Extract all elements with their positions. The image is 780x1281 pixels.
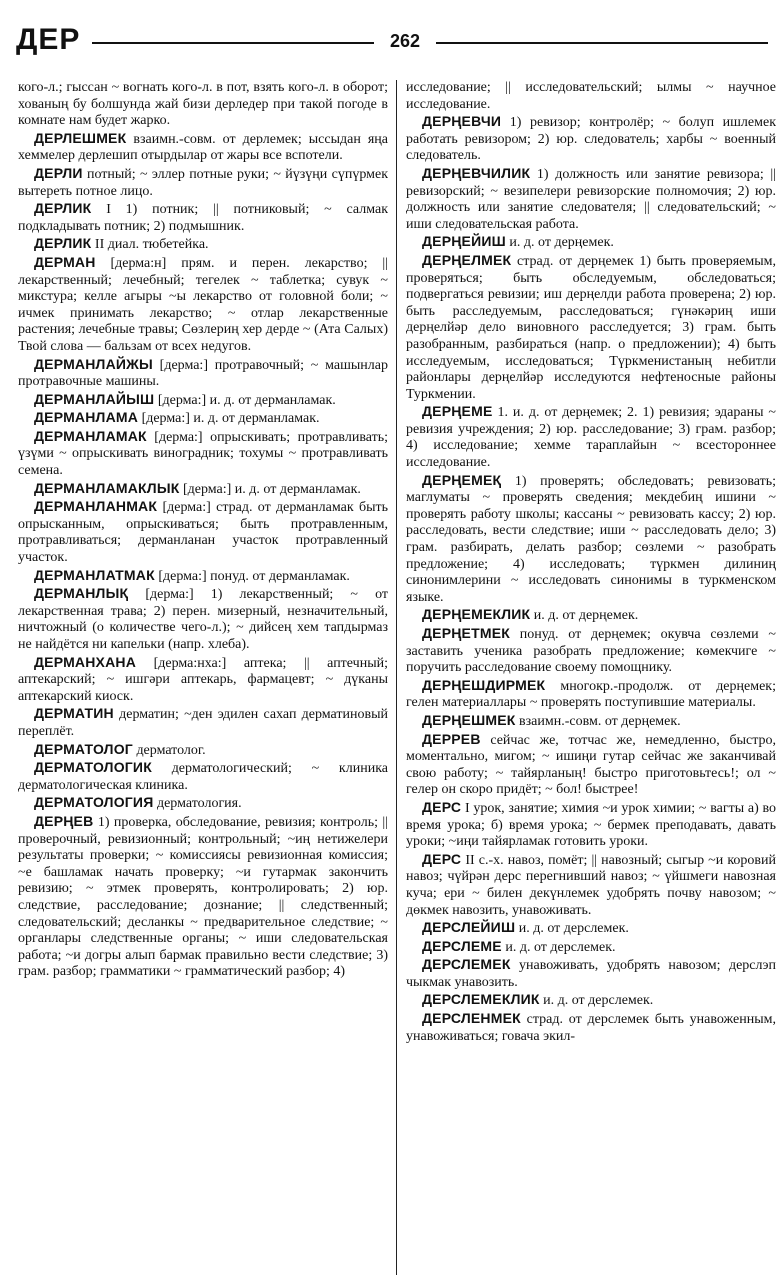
dictionary-entry [406,165,776,233]
entry-headword: ДЕРҢЕВ [34,812,94,829]
dictionary-columns [18,80,776,1275]
entry-headword: ДЕРҢЕЙИШ [422,233,506,250]
entry-headword: ДЕРМАТОЛОГИК [34,759,152,776]
entry-headword: ДЕРҢЕШМЕК [422,711,516,728]
entry-text: и. д. от дерңемек. [509,235,614,251]
entry-headword: ДЕРҢЕМЕҚ [422,471,502,488]
entry-text: [дерма:] и. д. от дерманламак. [157,392,336,408]
page-number: 262 [389,31,421,51]
entry-text: страд. от дерслемек быть унавоженным, унавоживаться; говача экил- [406,1012,776,1044]
entry-text: многокр.-продолж. от дерңемек; гелен материаллары ~ проверять поступившие материалы. [406,678,776,711]
entry-headword: ДЕРҢЕВЧИ [422,113,502,130]
dictionary-entry [406,113,776,165]
entry-headword: ДЕРҢЕШДИРМЕК [422,676,546,693]
entry-text: [дерма:] понуд. от дерманламак. [158,568,350,584]
dictionary-entry [406,472,776,607]
entry-text: 1) должность или занятие ревизора; || ревизорский; ~ везипелери ревизорские полномочия; 2) юр. должность или занятие следователя; || следовательский; ~ иши следовательская работа. [406,166,776,232]
entry-headword: ДЕРСЛЕМЕ [422,937,502,954]
dictionary-entry [18,409,388,428]
dictionary-entry [18,391,388,410]
dictionary-entry [406,80,776,113]
entry-text: II диал. тюбетейка. [94,237,209,253]
entry-headword: ДЕРМАНЛЫҚ [34,585,129,602]
entry-text: I урок, занятие; химия ~и урок химии; ~ вагты а) во время урока; б) время урока; ~ бермек преподавать, давать уроки; ~иңи тайярламак готовить уроки. [406,800,776,850]
left-column [18,80,388,1275]
entry-text: дерматологический; ~ клиника дерматологическая клиника. [18,761,388,793]
entry-headword: ДЕРЛИ [34,164,83,181]
entry-text: [дерма:] протравочный; ~ машынлар протравочные машины. [18,357,388,390]
dictionary-entry [18,254,388,356]
guide-word: ДЕР [16,23,81,56]
page-header [16,20,768,60]
entry-headword: ДЕРҢЕЛМЕК [422,251,512,268]
entry-text: 1) ревизор; контролёр; ~ болуп ишлемек работать ревизором; 2) юр. следователь; харбы ~ военный следователь. [406,115,776,164]
entry-text: исследование; || исследовательский; ылмы ~ научное исследование. [406,80,776,112]
entry-text: [дерма:нха:] аптека; || аптечный; аптекарский; ~ ишгәри аптекарь, фармацевт; ~ дүканы аптекарский киоск. [18,655,388,704]
dictionary-entry [18,794,388,813]
dictionary-entry [18,759,388,794]
entry-headword: ДЕРС [422,798,462,815]
entry-headword: ДЕРМАТОЛОГИЯ [34,794,154,811]
entry-headword: ДЕРМАНЛАМАК [34,427,147,444]
dictionary-entry [18,705,388,740]
dictionary-entry [406,606,776,625]
dictionary-entry [406,1010,776,1045]
entry-text: [дерма:н] прям. и перен. лекарство; || лекарственный; лечебный; тегелек ~ таблетка; сувук ~ микстура; келле агыры ~ы лекарство от головной боли; ~ ичмек принимать лекарство; ~ отлар лекарственные растения; лечебные травы; Сөзлериң хер дерде ~ (Ата Салых) Твой слова — бальзам от всех недугов. [18,255,388,354]
entry-headword: ДЕРҢЕМЕКЛИК [422,606,531,623]
entry-headword: ДЕРҢЕМЕ [422,403,493,420]
dictionary-entry [18,498,388,566]
dictionary-entry [18,165,388,200]
dictionary-entry [18,130,388,165]
dictionary-entry [18,741,388,760]
entry-text: страд. от дерңемек 1) быть проверяемым, проверяться; быть обследуемым, обследоваться; подвергаться ревизии; иш дерңелди работа проверена; 2) юр. быть расследуемым, расследоваться; гүнәкәриң иши дерңелйәр дело виновного расследуется; 3) грам. быть разобранным, разбираться (напр. о предложении); 4) быть исследуемым, исследоваться; Түркменистаның небитли районлары дерңелйәр исследуются нефтеносные районы Туркмении. [406,253,776,402]
entry-headword: ДЕРСЛЕНМЕК [422,1010,521,1027]
dictionary-entry [18,567,388,586]
dictionary-entry [406,252,776,403]
entry-headword: ДЕРС [422,850,462,867]
dictionary-entry [406,938,776,957]
dictionary-entry [406,677,776,712]
entry-text: и. д. от дерслемек. [543,993,654,1009]
dictionary-entry [406,731,776,799]
dictionary-entry [18,480,388,499]
entry-text: дерматология. [156,796,242,812]
entry-text: сейчас же, тотчас же, немедленно, быстро, моментально, мигом; ~ ишиңи гутар сейчас же заканчивай свою работу; ~ тайярланың! быстро приготовьтесь!; ол ~ гелер он скоро придёт; ~ бол! быстрее! [406,732,776,798]
entry-headword: ДЕРМАНЛАМАКЛЫК [34,479,180,496]
entry-headword: ДЕРМАНЛАТМАК [34,566,155,583]
entry-headword: ДЕРСЛЕМЕК [422,956,511,973]
dictionary-entry [406,712,776,731]
entry-text: [дерма:] и. д. от дерманламак. [182,481,361,497]
entry-text: взаимн.-совм. от дерңемек. [519,713,681,729]
dictionary-entry [406,851,776,919]
entry-headword: ДЕРМАНХАНА [34,653,137,670]
entry-text: взаимн.-совм. от дерлемек; ыссыдан яңа хеммелер дерлешип отырдылар от жары все вспотели. [18,131,388,164]
dictionary-entry [406,991,776,1010]
entry-text: II с.-х. навоз, помёт; || навозный; сыгыр ~и коровий навоз; чүйрән дерс перегнивший навоз; ~ үйшмеги навозная куча; ери ~ билен декүнлемек удобрять почву навозом; ~ дөкмек навозить, унавоживать. [406,852,776,918]
entry-text: I 1) потник; || потниковый; ~ салмак подкладывать потник; 2) подмышник. [18,202,388,234]
entry-headword: ДЕРМАНЛАНМАК [34,498,158,515]
entry-headword: ДЕРМАНЛАЙЫШ [34,390,155,407]
entry-headword: ДЕРМАНЛАМА [34,409,139,426]
dictionary-entry [406,625,776,677]
entry-headword: ДЕРЛИК [34,235,92,252]
entry-headword: ДЕРҢЕТМЕК [422,625,510,641]
entry-text: 1. и. д. от дерңемек; 2. 1) ревизия; эдараны ~ ревизия учреждения; 2) юр. расследование; 3) грам. разбор; 4) исследование; хемме тараплайын ~ всестороннее исследование. [406,405,776,471]
dictionary-entry [18,428,388,480]
entry-text: и. д. от дерңемек. [533,608,639,624]
header-rule-right [436,42,768,44]
dictionary-entry [18,654,388,706]
entry-headword: ДЕРМАН [34,253,96,270]
dictionary-entry [406,233,776,252]
entry-headword: ДЕРМАНЛАЙЖЫ [34,355,153,372]
dictionary-entry [18,200,388,235]
entry-headword: ДЕРҢЕВЧИЛИК [422,164,531,181]
entry-text: и. д. от дерслемек. [518,921,629,937]
entry-text: унавоживать, удобрять навозом; дерслэп чыкмак унавозить. [406,958,776,990]
entry-text: и. д. от дерслемек. [505,939,616,955]
header-rule-left [92,42,374,44]
entry-headword: ДЕРМАТИН [34,705,114,722]
entry-text: дерматолог. [136,742,206,758]
dictionary-entry [406,956,776,991]
entry-text: понуд. от дерңемек; окувча сөзлеми ~ заставить ученика разобрать предложение; көмекчиге ~ поручить расследование своему помощнику. [406,627,776,676]
entry-text: [дерма:] опрыскивать; протравливать; үзүми ~ опрыскивать виноградник; тохумы ~ протравливать семена. [18,429,388,479]
entry-headword: ДЕРСЛЕМЕКЛИК [422,991,540,1008]
entry-text: [дерма:] и. д. от дерманламак. [141,411,320,427]
entry-text: дерматин; ~ден эдилен сахап дерматиновый переплёт. [18,707,388,739]
entry-text: 1) проверять; обследовать; ревизовать; маглуматы ~ проверять сведения; мекдебиң ишини ~ проверять работу школы; кассаны ~ ревизовать кассу; 2) юр. расследовать, вести следствие; иши ~ расследовать дело; 3) грам. разбирать, делать разбор; сөзлеми ~ разобрать предложение; 4) исследовать; түркмен дилиниң синонимлерини ~ исследовать синонимы в туркменском языке. [406,473,776,605]
entry-headword: ДЕРЛЕШМЕК [34,129,127,146]
entry-text: 1) проверка, обследование, ревизия; контроль; || проверочный, ревизионный; контрольный; ~иң нетижелери результаты проверки; ~ комиссиясы ревизионная комиссия; ~е башламак начать проверку; ~и гутармак закончить ревизию; ~ этмек проверять, контролировать; 2) юр. следствие, расследование; дознание; || следственный; следовательский; десланкы ~ предварительное следствие; ~ органлары следственные органы; ~ иши следовательская работа; ~и догры алып бармак правильно вести следствие; 3) грам. разбор; грамматики ~ грамматический разбор; 4) [18,814,388,980]
dictionary-entry [18,585,388,653]
entry-headword: ДЕРМАТОЛОГ [34,740,133,757]
entry-text: кого-л.; гыссан ~ вогнать кого-л. в пот, взять кого-л. в оборот; хованың бу болшунда жай бизи дерледер при такой погоде в комнате нам будет жарко. [18,80,388,129]
dictionary-entry [406,799,776,851]
entry-text: потный; ~ эллер потные руки; ~ йүзүңи сүпүрмек вытереть потное лицо. [18,166,388,199]
column-divider [396,80,397,1275]
entry-headword: ДЕРСЛЕЙИШ [422,919,516,936]
dictionary-entry [406,919,776,938]
dictionary-entry [18,356,388,391]
dictionary-entry [18,80,388,130]
entry-text: [дерма:] 1) лекарственный; ~ от лекарственная трава; 2) перен. мизерный, незначительный, ничтожный (о количестве чего-л.); ~ дийсең хем тапдырмаз не найдётся ни капельки (напр. хлеба). [18,587,388,652]
entry-text: [дерма:] страд. от дерманламак быть опрысканным, опрыскиваться; быть протравленным, протравливаться; дерманланан участок протравленный участок. [18,500,388,566]
entry-headword: ДЕРЛИК [34,200,92,217]
dictionary-entry [406,403,776,471]
entry-headword: ДЕРРЕВ [422,730,481,747]
right-column [406,80,776,1275]
dictionary-entry [18,235,388,254]
dictionary-entry [18,813,388,981]
